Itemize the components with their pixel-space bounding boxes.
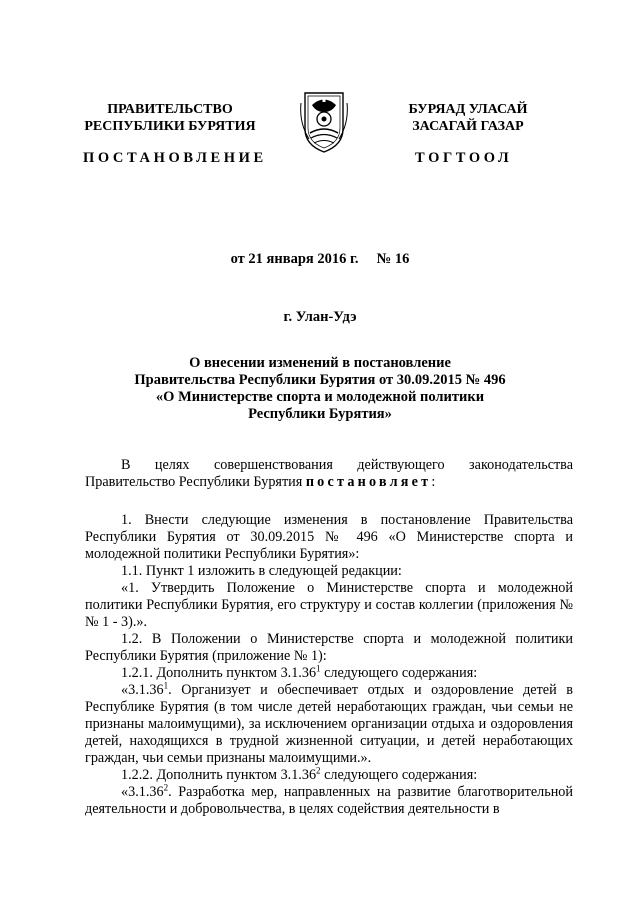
intro-text: В целях совершенствования действующего законодательства Правительство Республики Бурятия [85,457,573,490]
doc-type-buryat: ТОГТООЛ [415,150,513,166]
quote-2-text: . Разработка мер, направленных на развитие благотворительной деятельности и добровольчества, в целях содействия деятельности в [85,784,573,817]
paragraph-1-2-2-text: 1.2.2. Дополнить пунктом 3.1.36 [121,767,317,783]
paragraph-1-2-1-end: следующего содержания: [320,665,478,681]
doc-type-russian: ПОСТАНОВЛЕНИЕ [83,150,267,166]
quote-1-text: . Организует и обеспечивает отдых и оздоровление детей в Республике Бурятия (в том числе детей неработающих граждан, чьи семьи не признаны малоимущими), за исключением организации отдыха и оздоровления детей, находящихся в трудной жизненной ситуации, и детей неработающих граждан, чьи семьи признаны малоимущими.». [85,682,573,766]
government-name-buryat [368,101,568,135]
header-right-line2: ЗАСАГАЙ ГАЗАР [412,119,524,134]
superscript: 2 [316,765,321,776]
city: г. Улан-Удэ [283,309,357,325]
title-line2: Правительства Республики Бурятия от 30.09.2015 № 496 [134,372,506,388]
paragraph-1: 1. Внести следующие изменения в постановление Правительства Республики Бурятия от 30.09.2015 № 496 «О Министерстве спорта и молодежной политики Республики Бурятия»: [85,512,573,562]
superscript: 1 [163,680,169,691]
paragraph-1-2: 1.2. В Положении о Министерстве спорта и молодежной политики Республики Бурятия (приложение № 1): [85,631,573,664]
paragraph-1-2-1-text: 1.2.1. Дополнить пунктом 3.1.36 [121,665,317,681]
paragraph-1-2-2-end: следующего содержания: [320,767,478,783]
quote-1-start: «3.1.36 [121,682,164,698]
paragraph-1-1: 1.1. Пункт 1 изложить в следующей редакции: [121,563,402,579]
date-and-number: от 21 января 2016 г. № 16 [230,251,410,267]
header-left-line2: РЕСПУБЛИКИ БУРЯТИЯ [84,119,256,134]
intro-paragraph [85,457,573,491]
coat-of-arms-icon [299,85,349,155]
paragraph-1-1-quote: «1. Утвердить Положение о Министерстве спорта и молодежной политики Республики Бурятия, его структуру и состав коллегии (приложения №№ 1 - 3).». [85,580,573,630]
header-left-line1: ПРАВИТЕЛЬСТВО [107,102,233,117]
superscript: 2 [163,782,169,793]
paragraph-1-2-1 [85,665,573,682]
intro-end: : [431,474,436,490]
decree-word: постановляет [305,474,432,490]
quote-2-start: «3.1.36 [121,784,164,800]
quote-3-1-36-2 [85,784,573,818]
superscript: 1 [316,663,321,674]
title-line4: Республики Бурятия» [248,406,392,422]
title-line3: «О Министерстве спорта и молодежной политики [155,389,485,405]
government-name-russian [70,101,270,135]
header-right-line1: БУРЯАД УЛАСАЙ [408,102,528,117]
quote-3-1-36-1 [85,682,573,767]
document-title [100,355,540,423]
document-body [85,457,573,818]
title-line1: О внесении изменений в постановление [189,355,451,371]
paragraph-1-2-2 [85,767,573,784]
